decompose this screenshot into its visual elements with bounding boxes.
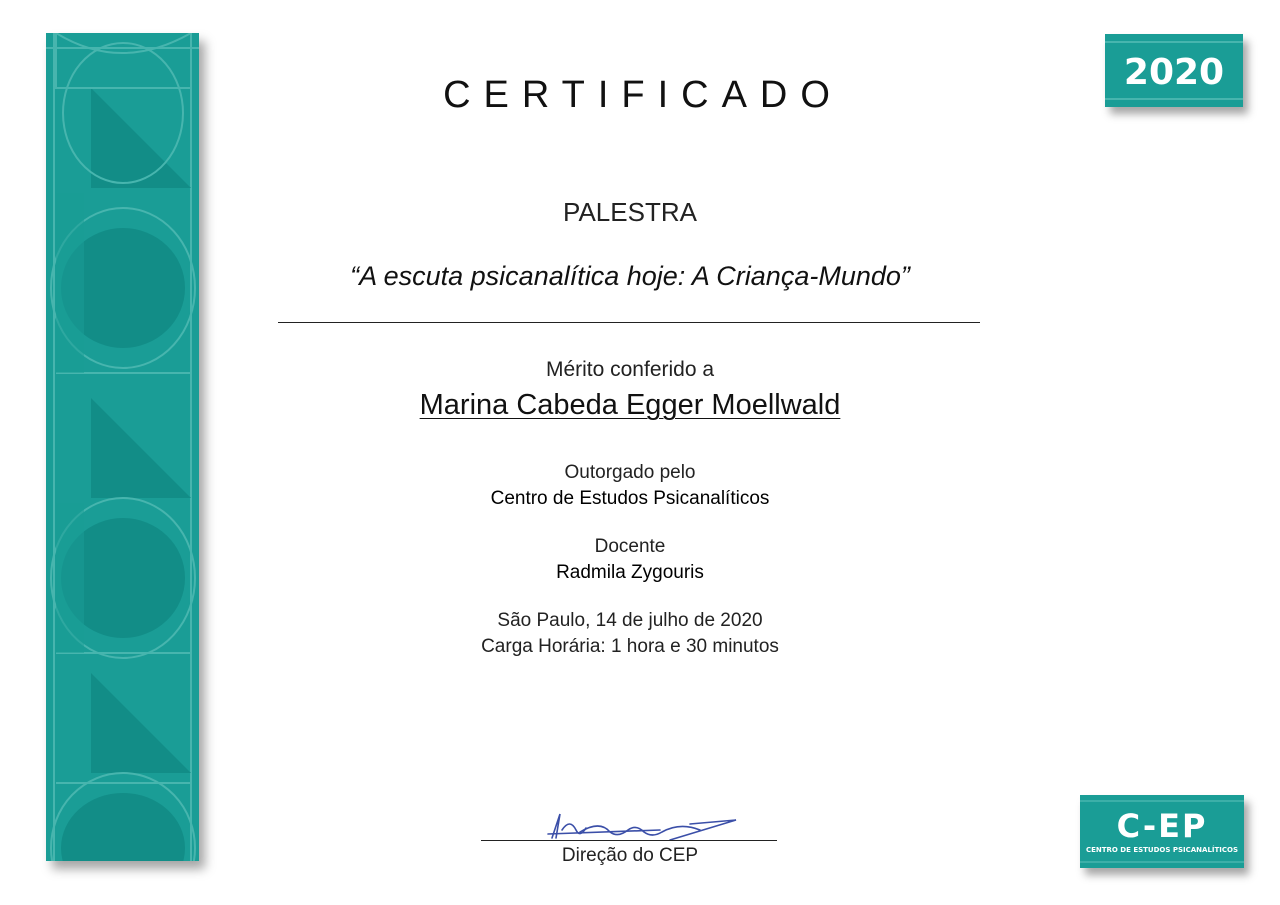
cep-logo-mark: C-EP: [1116, 807, 1208, 845]
cep-logo: [1080, 795, 1244, 868]
year-badge-graphic: [1105, 34, 1243, 107]
place-date: São Paulo, 14 de julho de 2020: [497, 610, 763, 631]
handwritten-signature-icon: [540, 808, 750, 848]
workload: Carga Horária: 1 hora e 30 minutos: [481, 636, 779, 657]
lecturer-name: Radmila Zygouris: [556, 562, 704, 583]
side-banner: [46, 33, 199, 861]
recipient: [230, 389, 1030, 422]
talk-title: “A escuta psicanalítica hoje: A Criança-Mundo”: [350, 261, 910, 291]
signature-line: [481, 840, 777, 841]
cep-logo-graphic: [1080, 795, 1244, 868]
recipient-name: Marina Cabeda Egger Moellwald: [419, 389, 841, 421]
cep-logo-subtitle: CENTRO DE ESTUDOS PSICANALÍTICOS: [1085, 846, 1239, 854]
decorative-2020-pattern-icon: [46, 33, 199, 861]
institution-name: Centro de Estudos Psicanalíticos: [490, 488, 770, 509]
year-text: 2020: [1123, 52, 1225, 93]
granted-by-label: Outorgado pelo: [564, 462, 696, 483]
year-badge: [1105, 34, 1243, 107]
signature-label: Direção do CEP: [561, 845, 699, 866]
merit-label: Mérito conferido a: [545, 358, 715, 381]
event-type: PALESTRA: [563, 197, 697, 227]
certificate-title: CERTIFICADO: [443, 74, 843, 116]
title-divider: [278, 322, 980, 323]
lecturer-label: Docente: [594, 536, 666, 557]
